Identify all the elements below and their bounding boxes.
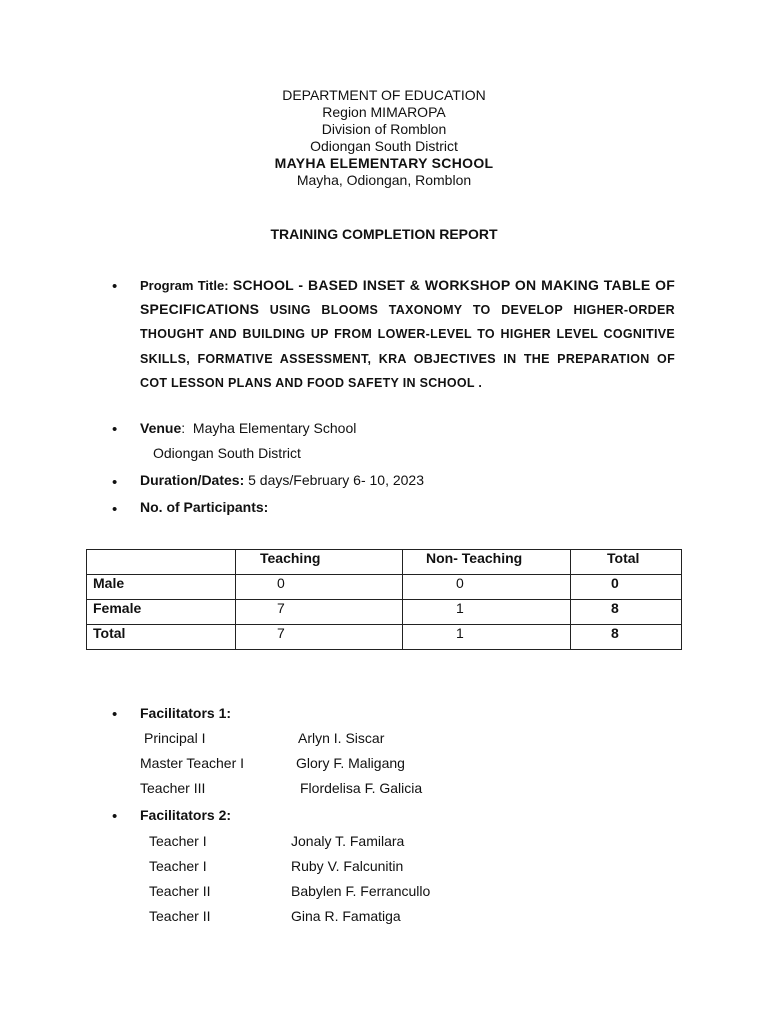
facilitator-name: Flordelisa F. Galicia [300,780,423,796]
region-name: Region MIMAROPA [322,104,446,120]
facilitator-name: Jonaly T. Familara [291,833,405,849]
table-cell: 8 [571,625,682,650]
venue-line-1: Mayha Elementary School [192,420,357,436]
table-cell: 0 [403,575,571,600]
table-row [87,575,682,600]
table-cell: Male [87,575,236,600]
program-title-detail: USING BLOOMS TAXONOMY TO DEVELOP HIGHER-ORDER THOUGHT AND BUILDING UP FROM LOWER-LEVEL TO HIGHER LEVEL COGNITIVE SKILLS, FORMATIVE ASSESSMENT, KRA OBJECTIVES IN THE PREPARATION OF COT LESSON PLANS AND FOOD SAFETY IN SCHOOL . [140,302,675,390]
table-cell: 8 [571,600,682,625]
facilitator-name: Arlyn I. Siscar [298,730,385,746]
venue-line-2: Odiongan South District [153,445,301,461]
letterhead [0,87,768,189]
bullet-icon: • [112,808,118,825]
facilitator-name: Ruby V. Falcunitin [291,858,404,874]
bullet-icon: • [112,421,118,438]
school-name: MAYHA ELEMENTARY SCHOOL [274,155,494,171]
venue-field: Venue: Mayha Elementary School [140,420,357,436]
table-row [87,625,682,650]
table-cell: 7 [236,600,403,625]
participants-label: No. of Participants: [140,499,269,515]
facilitators-2-label: Facilitators 2: [140,807,232,823]
facilitator-position: Teacher II [149,908,211,924]
facilitator-name: Babylen F. Ferrancullo [291,883,431,899]
program-title-label: Program Title: [140,278,229,293]
facilitator-name: Glory F. Maligang [296,755,405,771]
duration-label: Duration/Dates: [140,472,245,488]
table-cell: 1 [403,625,571,650]
duration-field [140,472,424,489]
division-name: Division of Romblon [321,121,447,137]
facilitator-position: Principal I [144,730,206,746]
table-cell: 0 [571,575,682,600]
table-cell: Female [87,600,236,625]
program-title-main: SCHOOL - BASED INSET & WORKSHOP ON MAKING TABLE OF SPECIFICATIONS [140,277,676,317]
facilitator-position: Master Teacher I [140,755,245,771]
district-name: Odiongan South District [310,138,458,154]
table-header-row [87,550,682,575]
participants-table [86,549,682,650]
facilitator-position: Teacher I [149,858,207,874]
department-name: DEPARTMENT OF EDUCATION [282,87,486,103]
facilitators-1-label: Facilitators 1: [140,705,232,721]
bullet-icon: • [112,474,118,491]
table-cell: 1 [403,600,571,625]
table-header-cell: Total [571,550,682,575]
duration-value: 5 days/February 6- 10, 2023 [248,472,425,488]
bullet-icon: • [112,501,118,518]
facilitator-name: Gina R. Famatiga [291,908,401,924]
facilitator-position: Teacher II [149,883,211,899]
table-row [87,600,682,625]
school-address: Mayha, Odiongan, Romblon [296,172,472,188]
facilitator-position: Teacher I [149,833,207,849]
program-title-block [140,274,675,396]
table-header-cell [87,550,236,575]
bullet-icon: • [112,706,118,723]
table-header-cell: Non- Teaching [403,550,571,575]
venue-label: Venue [140,420,182,436]
table-cell: Total [87,625,236,650]
bullet-icon: • [112,278,118,295]
table-cell: 7 [236,625,403,650]
report-title: TRAINING COMPLETION REPORT [270,226,498,242]
table-header-cell: Teaching [236,550,403,575]
table-cell: 0 [236,575,403,600]
facilitator-position: Teacher III [140,780,206,796]
